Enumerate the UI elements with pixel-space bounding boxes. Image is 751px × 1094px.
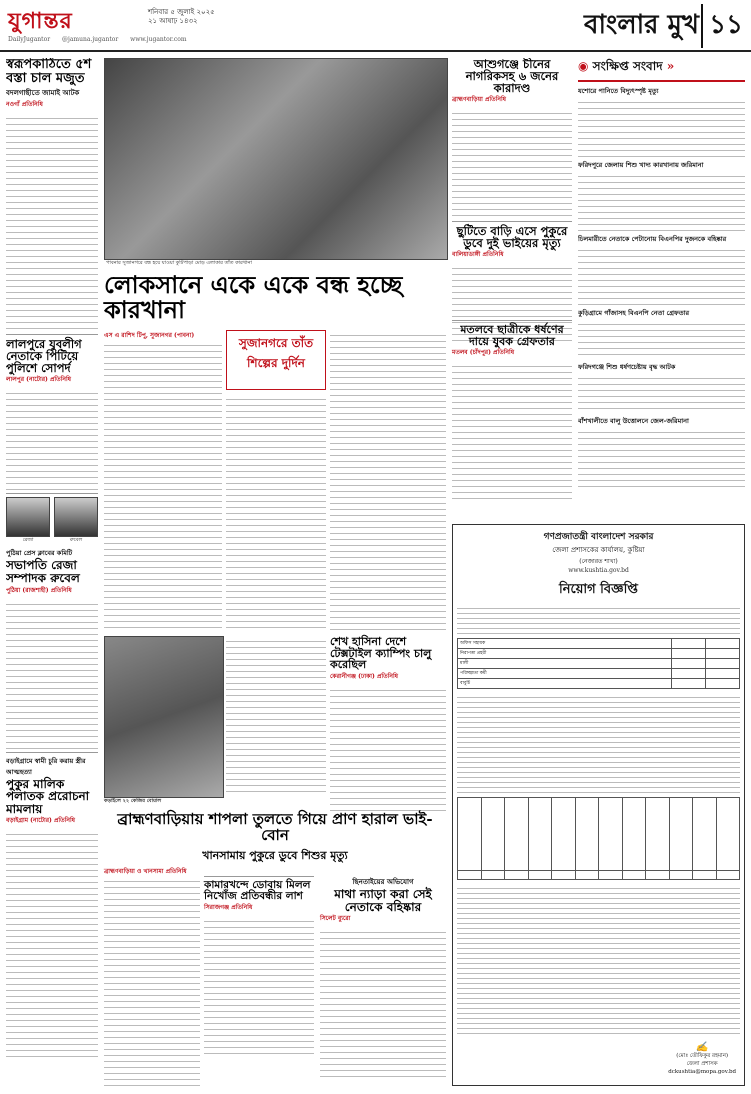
- masthead: [0, 0, 751, 52]
- story-body: [452, 361, 572, 501]
- notice-terms: [457, 693, 740, 793]
- byline: নওগাঁ প্রতিনিধি: [6, 101, 43, 109]
- notice-office: জেলা প্রশাসকের কার্যালয়, কুষ্টিয়া: [552, 546, 645, 554]
- byline: বড়াইগ্রাম (নাটোর) প্রতিনিধি: [6, 817, 76, 825]
- story-body: [6, 388, 98, 490]
- sidebox: [226, 330, 326, 390]
- story-title: শেখ হাসিনা দেশে টেক্সটাইল ক্যাম্পিং চালু করেছিল: [330, 635, 432, 672]
- story-title: ছুটিতে বাড়ি এসে পুকুরে ডুবে দুই ভাইয়ের মৃত্যু: [452, 221, 572, 249]
- brief-body: [578, 427, 745, 487]
- notice-gov: গণপ্রজাতন্ত্রী বাংলাদেশ সরকার: [543, 532, 654, 542]
- page-number: ১১: [701, 4, 743, 48]
- mid-body: [226, 636, 326, 796]
- brief-body: [578, 319, 745, 359]
- main-body-col2: [226, 394, 326, 630]
- signature-mark: ✍: [695, 1042, 709, 1053]
- portrait: [6, 497, 50, 545]
- fish-photo: [104, 636, 224, 798]
- brief-news: [578, 58, 745, 518]
- photo-caption: কড়াইলে ২২ কেজির বোয়াল: [104, 798, 162, 804]
- positions-table: [457, 638, 740, 689]
- byline: লালপুর (নাটোর) প্রতিনিধি: [6, 376, 72, 384]
- brief-item-title: ফরিদগঞ্জে শিশু ধর্ষণচেষ্টায় বৃদ্ধ আটক: [578, 363, 676, 371]
- story-title: স্বরূপকাঠিতে ৫শ বস্তা চাল মজুত: [6, 58, 92, 86]
- photo-caption: পাবনার সুজানগরে বন্ধ হয়ে যাওয়া কুটিপাড়া মোড় এলাকার তাঁত কারখানা: [106, 260, 252, 266]
- story-title: লালপুরে যুবলীগ নেতাকে পিটিয়ে পুলিশে সোপর্দ: [6, 334, 98, 374]
- aside3-story: [452, 320, 572, 501]
- factory-photo: [104, 58, 448, 260]
- brief-item-title: কুড়িগ্রামে গাঁজাসহ বিএনপি নেতা গ্রেফতার: [578, 309, 690, 317]
- date-gregorian: শনিবার ৫ জুলাই ২০২৫: [148, 8, 215, 16]
- table-row: নিরাপত্তা প্রহরী: [458, 649, 672, 659]
- notice-site[interactable]: www.kushtia.gov.bd: [568, 567, 629, 574]
- story-body: [6, 113, 98, 331]
- main-headline: লোকসানে একে একে বন্ধ হচ্ছে কারখানা: [104, 270, 403, 325]
- byline: বালিয়াডাঙ্গী প্রতিনিধি: [452, 251, 504, 259]
- main-body-col1: [104, 340, 222, 630]
- story-body: [452, 108, 572, 218]
- signature-title: জেলা প্রশাসক: [686, 1061, 718, 1067]
- signature-name: (মোঃ তৌফিকুর রহমান): [676, 1053, 729, 1059]
- table-row: অফিস সহায়ক: [458, 639, 672, 649]
- chevron-down-icon: »: [666, 59, 675, 73]
- table-row: মালী: [458, 659, 672, 669]
- brief-item-title: বাঁশখালীতে বালু উত্তোলনে জেল-জরিমানা: [578, 417, 689, 425]
- mid4-story: [204, 876, 314, 1056]
- left-column: [6, 58, 98, 1088]
- byline: এস এ রাশিদ টিপু, সুজানগর (পাবনা): [104, 332, 195, 339]
- portrait-caption: রুবেল: [69, 537, 83, 544]
- story-title: মাথা ন্যাড়া করা সেই নেতাকে বহিষ্কার: [334, 887, 432, 914]
- portrait-row: [6, 493, 98, 545]
- notice-title: নিয়োগ বিজ্ঞপ্তি: [559, 582, 638, 597]
- story-kicker: বড়াইগ্রামে স্বামী চুরি করায় স্ত্রীর আত্মহত্যা: [6, 752, 98, 778]
- facebook-handle[interactable]: DailyJugantor: [8, 36, 51, 43]
- byline: সিরাজগঞ্জ প্রতিনিধি: [204, 904, 253, 912]
- brief-header-text: সংক্ষিপ্ত সংবাদ: [592, 59, 663, 73]
- portrait-caption: রেজা: [22, 537, 34, 544]
- brief-item-title: যশোরে পানিতে বিদ্যুৎস্পৃষ্ট মৃত্যু: [578, 87, 659, 95]
- recruitment-notice: [452, 524, 745, 1086]
- story-subhead: খানসামায় পুকুরে ডুবে শিশুর মৃত্যু: [202, 849, 348, 862]
- story-body: [104, 876, 200, 1086]
- signature-email[interactable]: dckushtia@mopa.gov.bd: [668, 1069, 736, 1075]
- story-body: [330, 685, 446, 815]
- story-title: কামারখন্দে ডোবায় মিলল নিখোঁজ প্রতিবন্ধীর লাশ: [204, 876, 314, 902]
- brief-header: [578, 58, 745, 82]
- byline: মতলব (চাঁদপুর) প্রতিনিধি: [452, 349, 515, 357]
- table-row: পরিচ্ছন্নতা কর্মী: [458, 669, 672, 679]
- mid1-story: [330, 636, 446, 815]
- story-title: মতলবে ছাত্রীকে ধর্ষণের দায়ে যুবক গ্রেফতার: [452, 320, 572, 347]
- story-subtitle: বদলগাছীতে জামাই আটক: [6, 88, 80, 98]
- mid3-story: [320, 876, 446, 1077]
- date-bangla: ২১ আষাঢ় ১৪৩২: [148, 17, 198, 25]
- story-title: আশুগঞ্জে চীনের নাগরিকসহ ৬ জনের কারাদণ্ড: [465, 58, 559, 96]
- portrait-photo: [54, 497, 98, 537]
- brief-body: [578, 171, 745, 231]
- social-links: [8, 36, 197, 43]
- byline: ব্রাহ্মণবাড়িয়া ও খানসামা প্রতিনিধি: [104, 868, 187, 875]
- story-body: [320, 927, 446, 1077]
- brief-item-title: চিলমারীতে নেতাকে পেটানোয় বিএনপির দুজনকে বহিষ্কার: [578, 235, 727, 243]
- portrait: [54, 497, 98, 545]
- story-kicker: পুঠিয়া প্রেস ক্লাবের কমিটি: [6, 549, 73, 558]
- main-body-col3: [330, 330, 446, 630]
- newspaper-logo: যুগান্তর: [8, 8, 73, 34]
- notice-intro: [457, 604, 740, 634]
- story-title: পুকুর মালিক পলাতক প্ররোচনা মামলায়: [6, 776, 90, 816]
- story-title: সভাপতি রেজা সম্পাদক রুবেল: [6, 558, 80, 586]
- application-form-table: [457, 797, 740, 880]
- byline: ব্রাহ্মণবাড়িয়া প্রতিনিধি: [452, 96, 507, 104]
- brief-body: [578, 97, 745, 157]
- instagram-handle[interactable]: @jamuna.jugantor: [61, 36, 119, 43]
- story-body: [204, 916, 314, 1056]
- portrait-photo: [6, 497, 50, 537]
- brief-item-title: ফরিদপুরে জেলায় শিশু খাদ্য কারখানায় জরিমানা: [578, 161, 704, 169]
- notice-conditions: [457, 884, 740, 1034]
- story-body: [6, 829, 98, 1059]
- table-row: বাবুর্চি: [458, 679, 672, 689]
- notice-branch: (নেজারত শাখা): [579, 558, 618, 565]
- byline: সিলেট ব্যুরো: [320, 915, 351, 923]
- byline: কেরানীগঞ্জ (ঢাকা) প্রতিনিধি: [330, 672, 399, 680]
- section-title: বাংলার মুখ: [584, 10, 699, 40]
- byline: পুঠিয়া (রাজশাহী) প্রতিনিধি: [6, 586, 72, 594]
- story-kicker: ছিনতাইয়ের অভিযোগ: [352, 877, 414, 886]
- website-link[interactable]: www.jugantor.com: [130, 36, 187, 43]
- story-headline: ব্রাহ্মণবাড়িয়ায় শাপলা তুলতে গিয়ে প্রাণ হারাল ভাই-বোন: [117, 810, 433, 844]
- brief-body: [578, 373, 745, 413]
- brief-body: [578, 245, 745, 305]
- sidebox-text: সুজানগরে তাঁত শিল্পের দুর্দিন: [238, 336, 314, 370]
- brief-icon: ◉: [578, 59, 589, 73]
- signature-block: [668, 1042, 736, 1075]
- date-block: [148, 8, 215, 26]
- story-body: [6, 599, 98, 749]
